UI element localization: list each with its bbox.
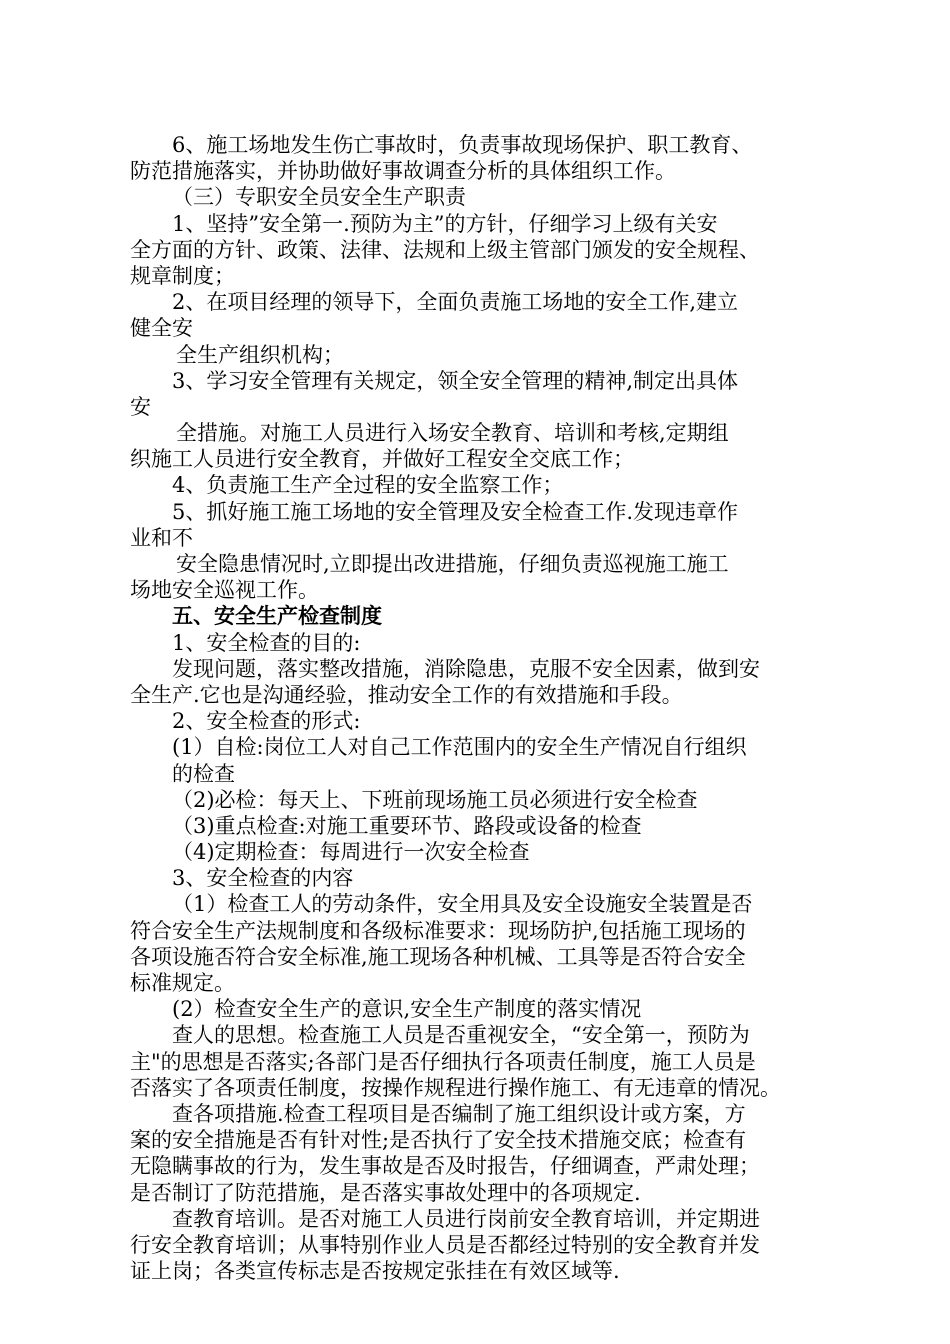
text-line: 查各项措施.检查工程项目是否编制了施工组织设计或方案，方 [172, 1101, 746, 1126]
text-line: 6、施工场地发生伤亡事故时，负责事故现场保护、职工教育、 [172, 133, 753, 157]
text-line: 健全安 [130, 316, 193, 341]
text-line: 发现问题，落实整改措施，消除隐患，克服不安全因素，做到安 [172, 656, 760, 681]
text-line: 证上岗；各类宣传标志是否按规定张挂在有效区域等. [130, 1259, 620, 1284]
text-line: 3、安全检查的内容 [172, 866, 354, 891]
text-line: 织施工人员进行安全教育，并做好工程安全交底工作； [130, 447, 634, 472]
text-line: 5、抓好施工施工场地的安全管理及安全检查工作.发现违章作 [172, 499, 739, 524]
text-line: 安全隐患情况时,立即提出改进措施，仔细负责巡视施工施工 [176, 552, 729, 576]
text-line: （2)必检：每天上、下班前现场施工员必须进行安全检查 [172, 787, 698, 812]
text-line: 规章制度； [130, 263, 235, 288]
text-line: 全方面的方针、政策、法律、法规和上级主管部门颁发的安全规程、 [130, 237, 760, 262]
text-line: 行安全教育培训；从事特别作业人员是否都经过特别的安全教育并发 [130, 1232, 760, 1257]
text-line: （三）专职安全员安全生产职责 [172, 185, 466, 210]
text-line: 各项设施否符合安全标准,施工现场各种机械、工具等是否符合安全 [130, 944, 746, 969]
text-line: 业和不 [130, 525, 193, 550]
text-line: 查教育培训。是否对施工人员进行岗前安全教育培训，并定期进 [172, 1206, 760, 1231]
text-line: 全生产组织机构； [176, 342, 344, 367]
document-body [130, 132, 850, 1284]
section-heading: 五、安全生产检查制度 [172, 604, 382, 629]
text-line: 1、安全检查的目的: [172, 630, 361, 655]
text-line: 的检查 [172, 761, 235, 786]
text-line: （4)定期检查：每周进行一次安全检查 [172, 840, 530, 865]
text-line: 标准规定。 [130, 971, 235, 995]
text-line: 是否制订了防范措施，是否落实事故处理中的各项规定. [130, 1180, 641, 1205]
text-line: 案的安全措施是否有针对性;是否执行了安全技术措施交底；检查有 [130, 1128, 747, 1153]
text-line: （1）检查工人的劳动条件，安全用具及安全设施安全装置是否 [172, 892, 753, 917]
text-line: 全生产.它也是沟通经验，推动安全工作的有效措施和手段。 [130, 682, 683, 707]
text-line: 场地安全巡视工作。 [130, 578, 319, 603]
text-line: 安 [130, 394, 151, 419]
text-line: (1）自检:岗位工人对自己工作范围内的安全生产情况自行组织 [172, 735, 747, 760]
text-line: （3)重点检查:对施工重要环节、路段或设备的检查 [172, 813, 642, 838]
text-line: 否落实了各项责任制度，按操作规程进行操作施工、有无违章的情况。 [130, 1075, 781, 1100]
text-line: 符合安全生产法规制度和各级标准要求：现场防护,包括施工现场的 [130, 918, 746, 943]
text-line: 防范措施落实，并协助做好事故调查分析的具体组织工作。 [130, 159, 676, 184]
text-line: 3、学习安全管理有关规定，领全安全管理的精神,制定出具体 [172, 368, 739, 393]
text-line: 4、负责施工生产全过程的安全监察工作； [172, 473, 564, 498]
text-line: (2）检查安全生产的意识,安全生产制度的落实情况 [172, 997, 642, 1022]
text-line: 全措施。对施工人员进行入场安全教育、培训和考核,定期组 [176, 421, 729, 446]
text-line: 无隐瞒事故的行为，发生事故是否及时报告，仔细调查，严肃处理； [130, 1154, 760, 1179]
text-line: 1、坚持”安全第一.预防为主”的方针，仔细学习上级有关安 [172, 211, 718, 236]
text-line: 2、在项目经理的领导下，全面负责施工场地的安全工作,建立 [172, 290, 739, 315]
text-line: 查人的思想。检查施工人员是否重视安全，“安全第一，预防为 [172, 1023, 750, 1048]
text-line: 2、安全检查的形式: [172, 709, 361, 734]
text-line: 主"的思想是否落实;各部门是否仔细执行各项责任制度，施工人员是 [130, 1049, 756, 1074]
